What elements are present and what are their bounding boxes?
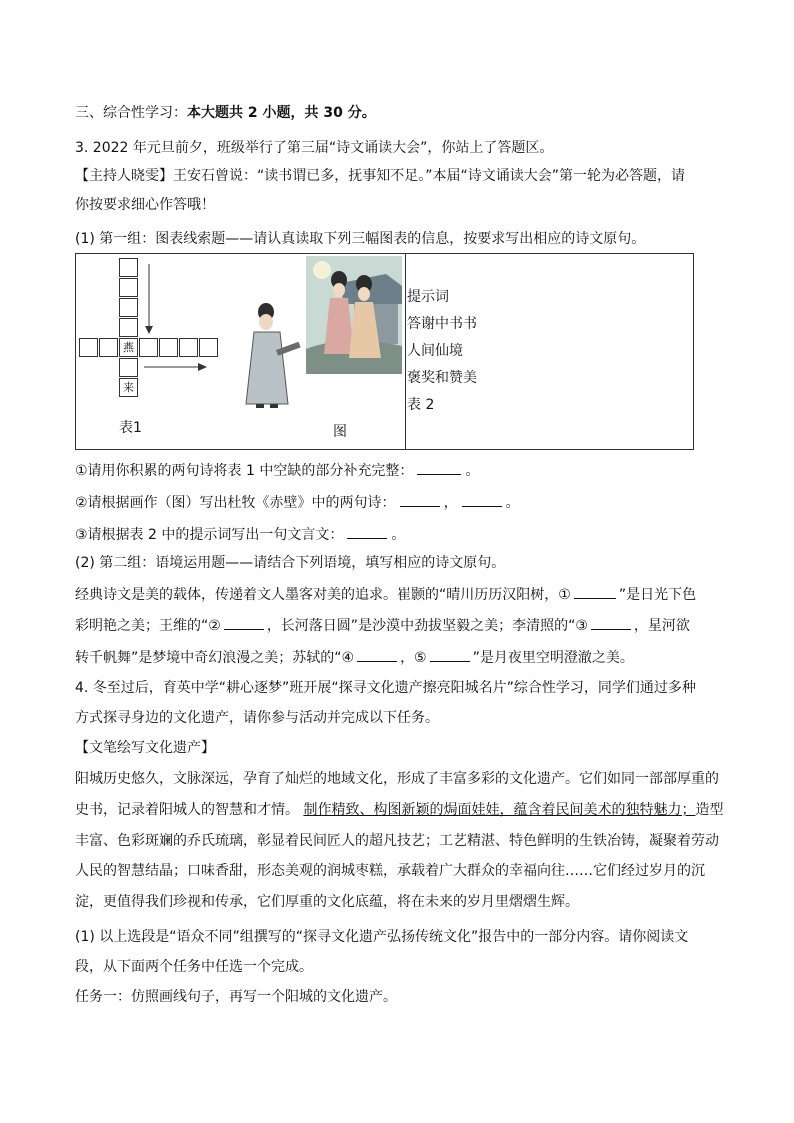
q4-intro-line1: 4. 冬至过后，育英中学“耕心逐梦”班开展“探寻文化遗产擦亮阳城名片”综合性学习，同学们通过多种	[75, 680, 696, 696]
q3-host-line2: 你按要求细心作答哦！	[75, 197, 215, 213]
table2-label: 表 2	[407, 397, 435, 413]
scholar-shoe	[270, 404, 278, 408]
q4-para-line: 淀，更值得我们珍视和传承，它们厚重的文化底蕴，将在未来的岁月里熠熠生辉。	[75, 894, 579, 910]
q4-para-line: 丰富、色彩斑斓的乔氏琉璃，彰显着民间匠人的超凡技艺；工艺精湛、特色鲜明的生铁冶铸，凝聚着劳动	[75, 833, 719, 849]
q3-sub-b-text: ②请根据画作（图）写出杜牧《赤壁》中的两句诗：	[75, 495, 396, 511]
q3-sub-b	[75, 492, 520, 512]
scholar-face	[259, 314, 273, 330]
q4-subtitle: 【文笔绘写文化遗产】	[75, 740, 215, 756]
q4-para-line	[75, 801, 723, 819]
context-text: ，星河欲	[633, 618, 690, 634]
crossword-cell-lai: 来	[119, 378, 138, 397]
lady1-face	[333, 283, 345, 297]
answer-blank[interactable]	[417, 460, 461, 475]
q3-sub-c	[75, 524, 405, 544]
q4-task-intro-line2: 段，从下面两个任务中任选一个完成。	[75, 959, 313, 975]
context-text: ，长河落日圆”是沙漠中劲拔坚毅之美；李清照的“③	[266, 618, 588, 634]
table2-heading: 提示词	[407, 289, 449, 305]
q3-intro: 3. 2022 年元旦前夕，班级举行了第三届“诗文诵读大会”，你站上了答题区。	[75, 140, 554, 156]
down-arrow-head	[145, 326, 153, 334]
answer-blank[interactable]	[357, 647, 397, 662]
answer-blank[interactable]	[591, 615, 631, 630]
q3-host-line1: 【主持人晓雯】王安石曾说：“读书谓已多，抚事知不足。”本届“诗文诵读大会”第一轮为必答题，请	[75, 168, 686, 184]
q4-para-line: 阳城历史悠久，文脉深远，孕育了灿烂的地域文化，形成了丰富多彩的文化遗产。它们如同一部部厚重的	[75, 771, 719, 787]
q4-para-text: 史书，记录着阳城人的智慧和才情。	[75, 802, 299, 818]
q3-part2-title: (2) 第二组：语境运用题——请结合下列语境，填写相应的诗文原句。	[75, 555, 506, 571]
punct: 。	[391, 527, 406, 543]
right-arrow-head	[198, 363, 207, 371]
table2-word: 人间仙境	[407, 343, 463, 359]
table2-word: 答谢中书书	[407, 316, 477, 332]
context-text: ”是月夜里空明澄澈之美。	[472, 650, 634, 666]
figure-box	[75, 253, 694, 450]
table1-label: 表1	[119, 420, 142, 436]
crossword-cell-yan: 燕	[119, 338, 138, 357]
context-text: ”是日光下色	[618, 587, 697, 603]
scholar-robe	[246, 332, 288, 404]
q4-task-intro-line1: (1) 以上选段是“语众不同”组撰写的“探寻文化遗产弘扬传统文化”报告中的一部分内容。请你阅读文	[75, 929, 689, 945]
q3-part1-title: (1) 第一组：图表线索题——请认真读取下列三幅图表的信息，按要求写出相应的诗文原句。	[75, 231, 646, 247]
underlined-sentence: 制作精致、构图新颖的焗面娃娃，蕴含着民间美术的独特魅力；	[303, 802, 696, 818]
q3-sub-a	[75, 460, 479, 480]
section-header-prefix: 三、综合性学习：	[75, 105, 187, 121]
context-text: 经典诗文是美的载体，传递着文人墨客对美的追求。崔颢的“晴川历历汉阳树，①	[75, 587, 571, 603]
section-header	[75, 104, 376, 122]
context-text: 彩明艳之美；王维的“②	[75, 618, 221, 634]
punct: 。	[465, 463, 480, 479]
context-line1	[75, 584, 696, 604]
q4-task1: 任务一：仿照画线句子，再写一个阳城的文化遗产。	[75, 989, 397, 1005]
q4-intro-line2: 方式探寻身边的文化遗产，请你参与活动并完成以下任务。	[75, 710, 439, 726]
moon-icon	[313, 261, 331, 279]
answer-blank[interactable]	[430, 647, 470, 662]
q3-sub-a-text: ①请用你积累的两句诗将表 1 中空缺的部分补充完整：	[75, 463, 414, 479]
punct: 。	[505, 495, 520, 511]
figure-divider	[405, 254, 406, 449]
answer-blank[interactable]	[347, 524, 387, 539]
q4-para-text: 造型	[695, 802, 724, 818]
section-header-bold: 本大题共 2 小题，共 30 分。	[187, 105, 376, 121]
context-text: 转千帆舞”是梦境中奇幻浪漫之美；苏轼的“④	[75, 650, 355, 666]
q3-sub-c-text: ③请根据表 2 中的提示词写出一句文言文：	[75, 527, 344, 543]
q4-para-line: 人民的智慧结晶；口味香甜，形态美观的润城枣糕，承载着广大群众的幸福向往……它们经过岁月的沉	[75, 863, 705, 879]
answer-blank[interactable]	[400, 492, 440, 507]
context-line3	[75, 647, 634, 667]
image-label: 图	[333, 424, 347, 440]
table2-word: 褒奖和赞美	[407, 370, 477, 386]
context-text: ，⑤	[400, 650, 427, 666]
answer-blank[interactable]	[574, 584, 616, 599]
answer-blank[interactable]	[224, 615, 264, 630]
punct: ，	[443, 495, 458, 511]
lady2-face	[358, 287, 370, 301]
scholar-shoe	[256, 404, 264, 408]
context-line2	[75, 615, 690, 635]
painting-illustration	[236, 254, 404, 450]
answer-blank[interactable]	[462, 492, 502, 507]
